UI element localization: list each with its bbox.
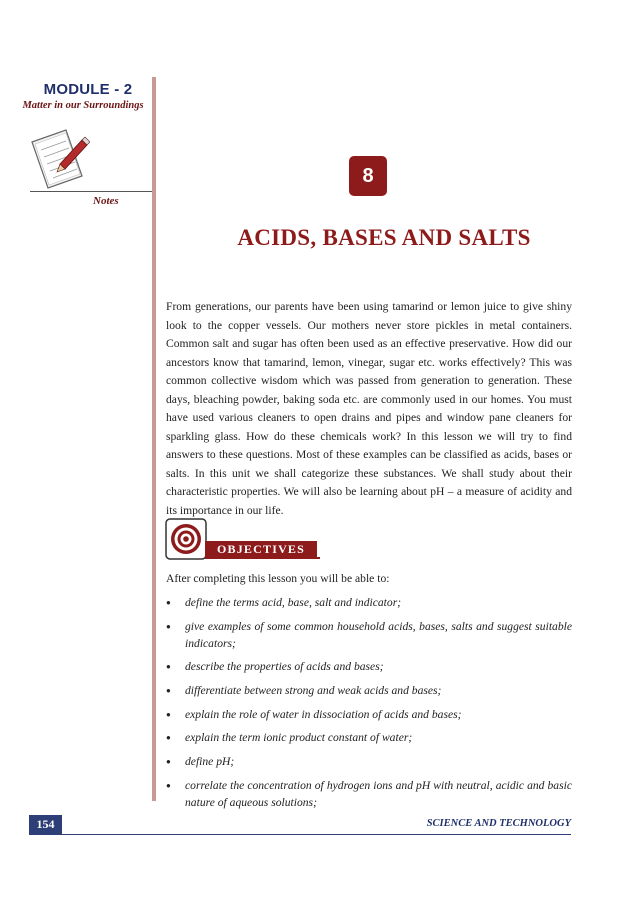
list-item: ● explain the role of water in dissociation of acids and bases; [166, 706, 572, 723]
margin-rule [152, 77, 156, 801]
objectives-heading: OBJECTIVES [205, 541, 317, 557]
notes-label: Notes [93, 195, 119, 207]
chapter-title: ACIDS, BASES AND SALTS [237, 225, 531, 250]
list-item: ● give examples of some common household acids, bases, salts and suggest suitable indicators; [166, 618, 572, 652]
module-title: MODULE - 2 [43, 81, 133, 98]
list-item: ● define the terms acid, base, salt and indicator; [166, 594, 572, 611]
list-item: ● describe the properties of acids and bases; [166, 658, 572, 675]
footer-rule [29, 834, 571, 835]
notes-divider [30, 191, 152, 192]
list-item: ● differentiate between strong and weak acids and bases; [166, 682, 572, 699]
target-icon [165, 518, 207, 560]
list-item: ● define pH; [166, 753, 572, 770]
list-item: ● correlate the concentration of hydrogen ions and pH with neutral, acidic and basic nature of aqueous solutions; [166, 777, 572, 811]
chapter-number-badge: 8 [349, 156, 387, 196]
footer-title: SCIENCE AND TECHNOLOGY [426, 818, 571, 829]
list-item: ● explain the term ionic product constant of water; [166, 729, 572, 746]
notepad-pencil-icon [30, 128, 90, 192]
objectives-list [166, 594, 572, 818]
objectives-intro: After completing this lesson you will be able to: [166, 572, 390, 585]
intro-paragraph: From generations, our parents have been using tamarind or lemon juice to give shiny look to the copper vessels. Our mothers never store pickles in metal containers. Common salt and sugar has often been used as an effective preservative. How did our ancestors know that tamarind, lemon, vinegar, sugar etc. works effectively? This was common collective wisdom which was passed from generation to generation. These days, bleaching powder, baking soda etc. are commonly used in our homes. You must have used various cleaners to open drains and pipes and window pane cleaners for sparkling glass. How do these chemicals work? In this lesson we will try to find answers to these questions. Most of these examples can be classified as acids, bases or salts. In this unit we shall categorize these substances. We shall study about their characteristic properties. We will also be learning about pH – a measure of acidity and its importance in our life. [166, 300, 572, 517]
module-subtitle: Matter in our Surroundings [22, 100, 144, 111]
page-number: 154 [29, 815, 62, 834]
objectives-underline [205, 557, 320, 559]
